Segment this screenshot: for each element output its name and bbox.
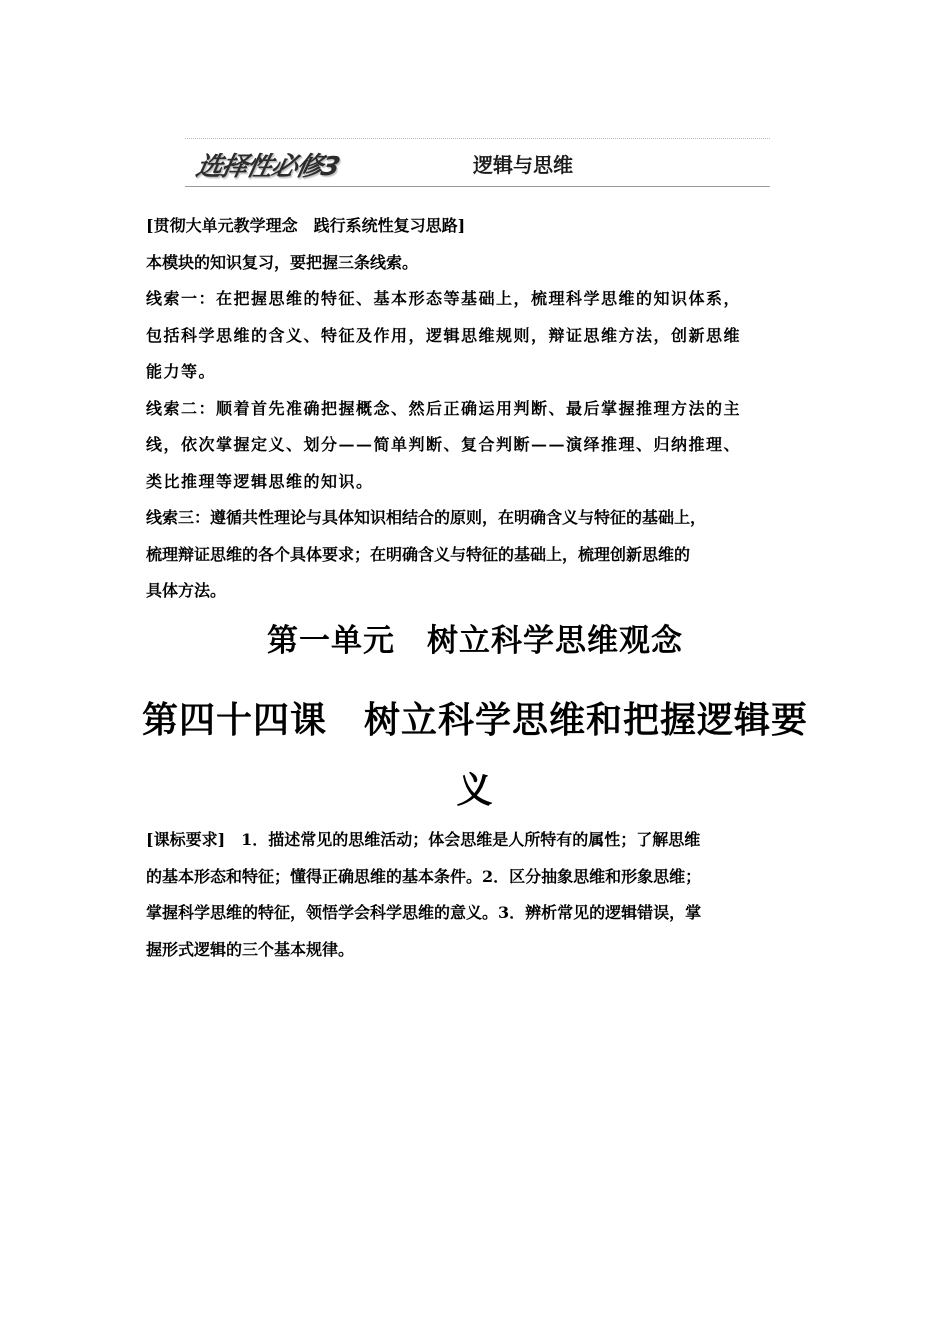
clue-two-line-2: 线，依次掌握定义、划分——简单判断、复合判断——演绎推理、归纳推理、 xyxy=(146,435,742,454)
book-title: 逻辑与思维 xyxy=(473,153,573,177)
clue-two-line-1 xyxy=(146,391,816,428)
clue-three-lead: 线索三： xyxy=(146,508,211,527)
standards-line-2: 的基本形态和特征；懂得正确思维的基本条件。2．区分抽象思维和形象思维； xyxy=(146,866,702,886)
clue-one-line-1 xyxy=(146,281,816,318)
clue-three-line-2: 梳理辩证思维的各个具体要求；在明确含义与特征的基础上，梳理创新思维的 xyxy=(146,544,691,564)
header-top-rule xyxy=(185,138,770,139)
header-bottom-rule xyxy=(185,186,770,187)
intro-heading: [贯彻大单元教学理念 践行系统性复习思路] xyxy=(146,216,466,235)
lesson-title-line-2: 义 xyxy=(456,769,494,811)
clue-one-line-3: 能力等。 xyxy=(146,362,217,381)
clue-three-text: 遵循共性理论与具体知识相结合的原则，在明确含义与特征的基础上， xyxy=(210,508,707,527)
standards-line-3: 掌握科学思维的特征，领悟学会科学思维的意义。3．辨析常见的逻辑错误，掌 xyxy=(146,903,702,922)
unit-title: 第一单元 树立科学思维观念 xyxy=(267,623,683,659)
clue-two-lead: 线索二： xyxy=(146,398,217,418)
curriculum-standards xyxy=(146,822,816,968)
page-header xyxy=(185,138,770,188)
lesson-title xyxy=(0,685,950,825)
clue-three-line-3: 具体方法。 xyxy=(146,581,227,600)
series-logo: 选择性必修3 xyxy=(193,152,342,182)
standards-line-4: 握形式逻辑的三个基本规律。 xyxy=(146,939,355,959)
clue-two-text: 顺着首先准确把握概念、然后正确运用判断、最后掌握推理方法的主 xyxy=(216,398,742,418)
intro-section xyxy=(146,208,816,610)
clue-three-line-1 xyxy=(146,500,816,537)
clue-one-line-2: 包括科学思维的含义、特征及作用，逻辑思维规则，辩证思维方法，创新思维 xyxy=(146,325,742,345)
lesson-title-line-1: 第四十四课 树立科学思维和把握逻辑要 xyxy=(141,699,808,741)
clue-one-lead: 线索一： xyxy=(146,289,217,308)
clue-one-text: 在把握思维的特征、基本形态等基础上，梳理科学思维的知识体系， xyxy=(216,289,742,308)
standards-line-1: [课标要求] 1．描述常见的思维活动；体会思维是人所特有的属性；了解思维 xyxy=(146,830,701,849)
intro-line: 本模块的知识复习，要把握三条线索。 xyxy=(146,252,419,272)
clue-two-line-3: 类比推理等逻辑思维的知识。 xyxy=(146,471,374,491)
